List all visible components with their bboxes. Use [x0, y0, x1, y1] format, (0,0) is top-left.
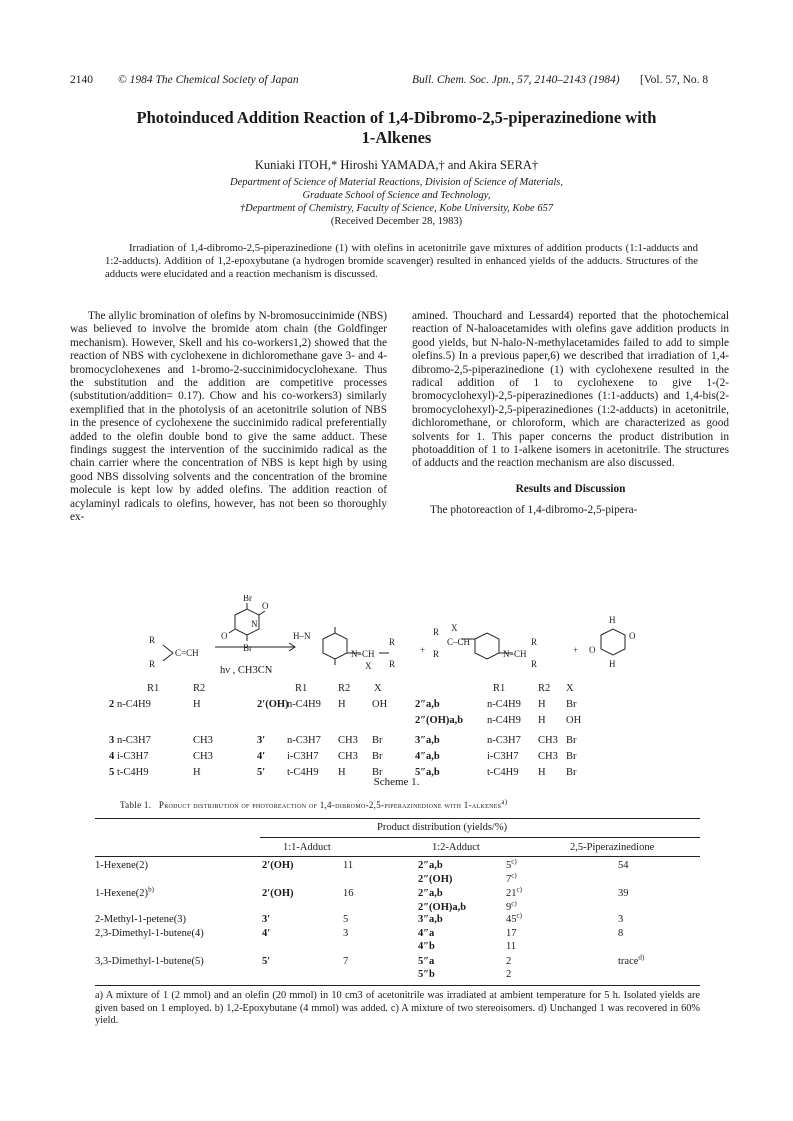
svg-text:R: R — [531, 637, 538, 647]
scheme-cell-p2r1: n-C4H9 — [487, 715, 521, 726]
scheme-cell-p1x: Br — [372, 735, 383, 746]
table-cell-pip: trace$^{d)}$ — [618, 953, 645, 967]
scheme-cell-r1: n-C3H7 — [117, 735, 151, 746]
scheme-cell-p2: 5″a,b — [415, 767, 440, 778]
scheme-cell-p2r1: i-C3H7 — [487, 751, 519, 762]
scheme-header-x: X — [566, 683, 574, 694]
table-bottom-rule — [95, 985, 700, 986]
svg-text:H: H — [609, 615, 616, 625]
scheme-cell-p1x: Br — [372, 751, 383, 762]
scheme-cell-p1r2: H — [338, 699, 346, 710]
copyright-notice: © 1984 The Chemical Society of Japan — [118, 74, 299, 86]
body-left-column: The allylic bromination of olefins by N-bromosuccinimide (NBS) was believed to involve the bromide atom chain (the Goldfinger mechanism). However, Skell and his co-workers1,2) showed that the reaction of NBS with cyclohexene in dichloromethane gave 3- and 4-bromocyclohexenes and 1-bromo-2-succinimidocyclohexane. Thus the substitution and the addition are competitive processes (substitution/addition= 0.17). Chow and his co-workers3) similarly exemplified that in the photolysis of an acetonitrile solution of NBS in the presence of cyclohexene the succinimido radical preferentially added to the olefin double bond to give the same adduct. These findings suggest the intervention of the succinimido radical as the chain carrier where the concentration of NBS is kept high by using good NBS dissolving solvents and the concentration of the bromine molecule is kept low by added olefins. The addition reaction of acylaminyl radicals to olefins, however, has not been so thoroughly ex- — [70, 310, 387, 524]
table-cell-a12: 5″a — [418, 956, 435, 967]
table-cell-olefin: $1-Hexene(2)^{b)}$ — [95, 885, 154, 899]
table-cell-y11: 16 — [343, 888, 354, 899]
table-cell-a12: 5″b — [418, 969, 435, 980]
title-line-2: 1-Alkenes — [361, 128, 432, 147]
table-caption — [120, 800, 720, 810]
table-cell-a12: 2″(OH) — [418, 874, 453, 885]
section-heading: Results and Discussion — [515, 482, 626, 495]
table-cell-y11: 7 — [343, 956, 349, 967]
scheme-cell-p2x: Br — [566, 767, 577, 778]
scheme-cell-p1: 4′ — [257, 751, 266, 762]
scheme-structures — [95, 595, 735, 695]
svg-text:R: R — [389, 659, 396, 669]
footnote-mark: c) — [511, 899, 517, 908]
scheme-cell-p1r2: H — [338, 767, 346, 778]
scheme-header-r1: R1 — [147, 683, 160, 694]
table-cell-y12: 11 — [506, 941, 517, 952]
svg-text:R: R — [433, 627, 440, 637]
svg-text:H: H — [609, 659, 616, 669]
volume-issue: [Vol. 57, No. 8 — [640, 74, 709, 86]
footnote-mark: c) — [511, 857, 517, 866]
svg-text:C=CH: C=CH — [175, 648, 199, 658]
scheme-header-r2: R2 — [338, 683, 351, 694]
body-right-column — [412, 310, 729, 518]
table-cell-pip: 3 — [618, 914, 624, 925]
reaction-scheme — [95, 595, 735, 805]
scheme-cell-p1r2: CH3 — [338, 735, 358, 746]
footnote-mark: d) — [638, 953, 645, 962]
scheme-cell-p1r1: i-C3H7 — [287, 751, 319, 762]
scheme-cell-p2r2: CH3 — [538, 735, 558, 746]
svg-text:C–CH: C–CH — [447, 637, 471, 647]
scheme-cell-p1: 3′ — [257, 735, 266, 746]
table-cell-olefin: 2,3-Dimethyl-1-butene(4) — [95, 928, 204, 939]
table-cell-a12: 2″a,b — [418, 888, 443, 899]
scheme-cell-num: 2 — [109, 699, 115, 710]
table-caption-footnote-mark: a) — [501, 798, 508, 806]
scheme-cell-p2: 2″a,b — [415, 699, 440, 710]
table-cell-y11: 5 — [343, 914, 349, 925]
scheme-cell-p2: 4″a,b — [415, 751, 440, 762]
scheme-cell-p2: 3″a,b — [415, 735, 440, 746]
svg-text:X: X — [451, 623, 458, 633]
svg-text:+: + — [573, 645, 579, 655]
scheme-cell-p2r1: n-C4H9 — [487, 699, 521, 710]
scheme-header-r2: R2 — [193, 683, 206, 694]
svg-text:+: + — [420, 645, 426, 655]
scheme-cell-p1: 2′(OH) — [257, 699, 289, 710]
table-cell-y12: 2 — [506, 969, 512, 980]
table-cell-a12: 2″a,b — [418, 860, 443, 871]
scheme-cell-r1: i-C3H7 — [117, 751, 149, 762]
table-cell-olefin: 1-Hexene(2) — [95, 860, 149, 871]
scheme-cell-r2: H — [193, 767, 201, 778]
table-cell-pip: 54 — [618, 860, 629, 871]
svg-text:O: O — [629, 631, 636, 641]
scheme-cell-num: 4 — [109, 751, 115, 762]
scheme-cell-p1: 5′ — [257, 767, 266, 778]
scheme-cell-p2r1: n-C3H7 — [487, 735, 521, 746]
table-cell-a11: 5′ — [262, 956, 271, 967]
scheme-cell-r1: t-C4H9 — [117, 767, 149, 778]
scheme-cell-r2: CH3 — [193, 751, 213, 762]
table-cell-y11: 11 — [343, 860, 354, 871]
footnote-mark: b) — [148, 885, 154, 894]
table-title: Product distribution of photoreaction of 1,4-dibromo-2,5-piperazinedione with 1-alkenes — [158, 800, 502, 810]
scheme-header-r1: R1 — [295, 683, 308, 694]
table-group-rule — [260, 837, 700, 838]
scheme-cell-r2: H — [193, 699, 201, 710]
scheme-cell-p2x: Br — [566, 735, 577, 746]
journal-citation: Bull. Chem. Soc. Jpn., 57, 2140–2143 (1984) — [412, 74, 620, 86]
table-cell-y12: 2 — [506, 956, 512, 967]
scheme-cell-p2r2: H — [538, 699, 546, 710]
page-number: 2140 — [70, 74, 93, 86]
article-title — [60, 108, 733, 148]
table-cell-y12: 9$^{c)}$ — [506, 899, 517, 913]
table-cell-y12: 45$^{c)}$ — [506, 911, 522, 925]
scheme-header-r1: R1 — [493, 683, 506, 694]
scheme-cell-num: 3 — [109, 735, 115, 746]
scheme-cell-p1x: OH — [372, 699, 388, 710]
footnote-mark: c) — [511, 871, 517, 880]
table-cell-y12: 21$^{c)}$ — [506, 885, 522, 899]
svg-text:O: O — [221, 631, 228, 641]
footnote-mark: c) — [516, 885, 522, 894]
scheme-cell-p1r1: n-C4H9 — [287, 699, 321, 710]
scheme-cell-p1r2: CH3 — [338, 751, 358, 762]
scheme-cell-p2r1: t-C4H9 — [487, 767, 519, 778]
title-line-1: Photoinduced Addition Reaction of 1,4-Dibromo-2,5-piperazinedione with — [136, 108, 657, 127]
table-cell-y12: 5$^{c)}$ — [506, 857, 517, 871]
col-header-1-2-adduct: 1:2-Adduct — [432, 842, 480, 853]
scheme-cell-num: 5 — [109, 767, 115, 778]
svg-text:O: O — [262, 601, 269, 611]
svg-text:R: R — [149, 635, 156, 645]
reaction-conditions: hν , CH3CN — [220, 665, 273, 676]
scheme-caption: Scheme 1. — [373, 776, 420, 788]
svg-text:O: O — [589, 645, 596, 655]
scheme-header-r2: R2 — [538, 683, 551, 694]
scheme-cell-p1r1: t-C4H9 — [287, 767, 319, 778]
table-label: Table 1. — [120, 800, 152, 810]
table-cell-y12: 17 — [506, 928, 517, 939]
affiliation-2: Graduate School of Science and Technology, — [302, 190, 491, 201]
scheme-header-x: X — [374, 683, 382, 694]
table-cell-a12: 4″b — [418, 941, 435, 952]
abstract: Irradiation of 1,4-dibromo-2,5-piperazinedione (1) with olefins in acetonitrile gave mixtures of addition products (1:1-adducts and 1:2-adducts). Addition of 1,2-epoxybutane (a hydrogen bromide scavenger) resulted in enhanced yields of the adducts. Structures of the adducts were elucidated and a reaction mechanism is discussed. — [105, 242, 698, 281]
table-cell-olefin: 3,3-Dimethyl-1-butene(5) — [95, 956, 204, 967]
footnote-mark: c) — [516, 911, 522, 920]
table-cell-a11: 2′(OH) — [262, 860, 294, 871]
table-cell-y11: 3 — [343, 928, 349, 939]
table-cell-a11: 4′ — [262, 928, 271, 939]
table-cell-a11: 2′(OH) — [262, 888, 294, 899]
scheme-cell-r2: CH3 — [193, 735, 213, 746]
svg-text:R: R — [531, 659, 538, 669]
table-cell-a11: 3′ — [262, 914, 271, 925]
table-cell-olefin: 2-Methyl-1-petene(3) — [95, 914, 186, 925]
scheme-cell-p2: 2″(OH)a,b — [415, 715, 464, 726]
svg-text:R: R — [433, 649, 440, 659]
body-right-paragraph-2: The photoreaction of 1,4-dibromo-2,5-pipera- — [430, 504, 638, 517]
svg-text:N: N — [251, 619, 258, 629]
scheme-cell-p2x: OH — [566, 715, 582, 726]
table-footnotes: a) A mixture of 1 (2 mmol) and an olefin (20 mmol) in 10 cm3 of acetonitrile was irradiated at ambient temperature for 5 h. Isolated yields are given based on 1 employed. b) 1,2-Epoxybutane (4 mmol) was added. c) A mixture of two stereoisomers. d) Unchanged 1 was recovered in 60% yield. — [95, 990, 700, 1026]
table-cell-a12: 3″a,b — [418, 914, 443, 925]
col-header-1-1-adduct: 1:1-Adduct — [283, 842, 331, 853]
svg-text:X: X — [365, 661, 372, 671]
svg-text:N–CH: N–CH — [351, 649, 375, 659]
svg-text:H–N: H–N — [293, 631, 311, 641]
svg-text:R: R — [149, 659, 156, 669]
scheme-cell-p2x: Br — [566, 699, 577, 710]
affiliation-3: †Department of Chemistry, Faculty of Science, Kobe University, Kobe 657 — [239, 203, 554, 214]
table-cell-a12: 2″(OH)a,b — [418, 902, 467, 913]
scheme-cell-p2r2: H — [538, 767, 546, 778]
table-top-rule — [95, 818, 700, 819]
scheme-cell-p1r1: n-C3H7 — [287, 735, 321, 746]
author-list: Kuniaki ITOH,* Hiroshi YAMADA,† and Akira SERA† — [254, 158, 539, 172]
scheme-cell-p2r2: CH3 — [538, 751, 558, 762]
scheme-cell-p2x: Br — [566, 751, 577, 762]
svg-text:N–CH: N–CH — [503, 649, 527, 659]
table-header-rule — [95, 856, 700, 857]
svg-text:Br: Br — [243, 595, 252, 603]
affiliation-1: Department of Science of Material Reactions, Division of Science of Materials, — [229, 177, 563, 188]
col-header-piperazinedione: 2,5-Piperazinedione — [570, 842, 655, 853]
svg-text:R: R — [389, 637, 396, 647]
table-cell-pip: 39 — [618, 888, 629, 899]
table-cell-y12: 7$^{c)}$ — [506, 871, 517, 885]
scheme-cell-p2r2: H — [538, 715, 546, 726]
body-right-paragraph: amined. Thouchard and Lessard4) reported that the photochemical reaction of N-haloacetamides with olefins gave addition products in good yields, but N-halo-N-methylacetamides failed to add to simple olefins.5) In a previous paper,6) we described that irradiation of 1,4-dibromo-2,5-piperazinedione (1) with cyclohexene resulted in the radical addition of 1 to cyclohexene to give 1-(2-bromocyclohexyl)-2,5-piperazinediones (1:1-adducts) and 1,4-bis(2-bromocyclohexyl)-2,5-piperazinediones (1:2-adducts) in acetonitrile, dichloromethane, or chloroform, which are characterized as good solvents for 1. This paper concerns the product distribution in photoaddition of 1 to 1-alkene isomers in acetonitrile. The structures of adducts and the reaction mechanism are also discussed. — [412, 310, 729, 470]
table-group-header: Product distribution (yields/%) — [377, 822, 508, 833]
table-cell-a12: 4″a — [418, 928, 435, 939]
table-cell-pip: 8 — [618, 928, 624, 939]
svg-text:Br: Br — [243, 643, 252, 653]
scheme-cell-p1x: Br — [372, 767, 383, 778]
scheme-cell-r1: n-C4H9 — [117, 699, 151, 710]
received-date: (Received December 28, 1983) — [330, 216, 463, 227]
